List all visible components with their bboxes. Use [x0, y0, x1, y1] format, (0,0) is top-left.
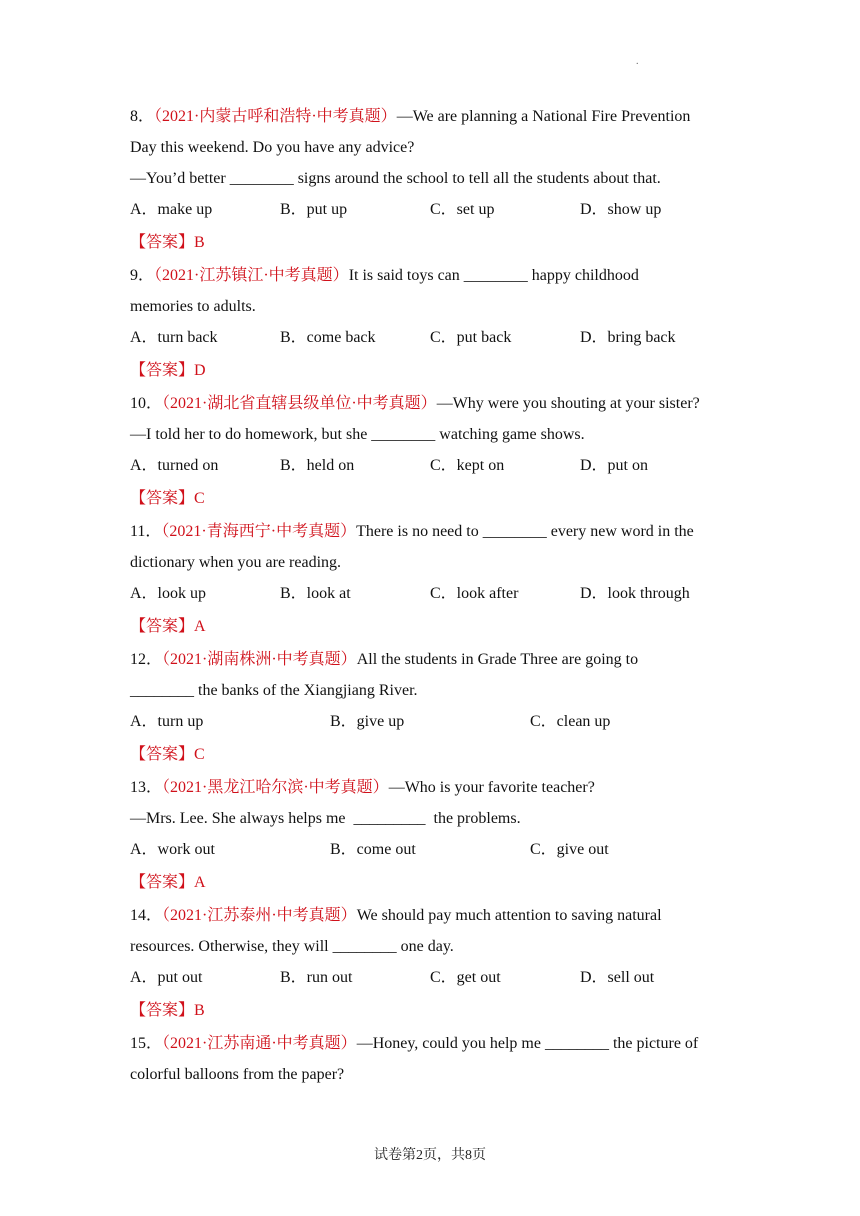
option-b: B．run out	[280, 969, 353, 986]
question-source: （2021·江苏泰州·中考真题）	[162, 907, 357, 924]
answer-key: 【答案】A	[130, 618, 206, 635]
question-stem-line	[130, 101, 734, 132]
option-d: D．bring back	[580, 329, 676, 346]
question-source: （2021·江苏镇江·中考真题）	[154, 267, 349, 284]
option-d: D．put on	[580, 457, 649, 474]
question-item	[130, 900, 734, 1026]
answer-key: 【答案】C	[130, 490, 205, 507]
question-item	[130, 772, 734, 898]
option-c: C．put back	[430, 329, 512, 346]
option-c: C．give out	[530, 841, 609, 858]
option-b: B．come back	[280, 329, 376, 346]
option-c: C．kept on	[430, 457, 505, 474]
question-number: 8．	[130, 108, 155, 125]
option-c: C．get out	[430, 969, 501, 986]
answer-options	[130, 578, 734, 609]
option-d: D．look through	[580, 585, 690, 602]
question-text-line: —You’d better ________ signs around the school to tell all the students about that.	[130, 170, 661, 187]
answer-options	[130, 834, 734, 865]
question-text-line: —Mrs. Lee. She always helps me _________ the problems.	[130, 810, 521, 827]
question-source: （2021·湖北省直辖县级单位·中考真题）	[162, 395, 437, 412]
question-stem-line	[130, 388, 734, 419]
question-text: All the students in Grade Three are going to	[356, 651, 639, 668]
option-a: A．make up	[130, 201, 213, 218]
answer-key: 【答案】A	[130, 874, 206, 891]
option-c: C．look after	[430, 585, 519, 602]
option-a: A．work out	[130, 841, 215, 858]
question-source: （2021·黑龙江哈尔滨·中考真题）	[162, 779, 389, 796]
question-number: 12．	[130, 651, 163, 668]
question-text-line: colorful balloons from the paper?	[130, 1066, 345, 1083]
question-list	[130, 101, 734, 1092]
answer-key: 【答案】B	[130, 234, 205, 251]
question-text-line: ________ the banks of the Xiangjiang River.	[130, 682, 418, 699]
question-text-line: dictionary when you are reading.	[130, 554, 342, 571]
answer-key: 【答案】C	[130, 746, 205, 763]
question-text-line: memories to adults.	[130, 298, 256, 315]
question-text: —We are planning a National Fire Prevention	[396, 108, 691, 125]
option-a: A．turn up	[130, 713, 204, 730]
question-number: 10．	[130, 395, 163, 412]
question-text-line: Day this weekend. Do you have any advice?	[130, 139, 415, 156]
question-text: It is said toys can ________ happy childhood	[348, 267, 639, 284]
question-item	[130, 388, 734, 514]
question-text-line: —I told her to do homework, but she ________ watching game shows.	[130, 426, 585, 443]
question-number: 13．	[130, 779, 163, 796]
option-a: A．look up	[130, 585, 207, 602]
option-a: A．put out	[130, 969, 203, 986]
question-number: 14．	[130, 907, 163, 924]
page-footer: 试卷第2页，共8页	[374, 1148, 486, 1163]
question-text: —Who is your favorite teacher?	[388, 779, 595, 796]
option-b: B．put up	[280, 201, 348, 218]
question-item	[130, 260, 734, 386]
option-d: D．sell out	[580, 969, 655, 986]
option-c: C．set up	[430, 201, 495, 218]
question-item	[130, 101, 734, 258]
question-item	[130, 516, 734, 642]
option-a: A．turn back	[130, 329, 218, 346]
question-source: （2021·内蒙古呼和浩特·中考真题）	[154, 108, 397, 125]
question-item	[130, 1028, 734, 1090]
question-number: 15．	[130, 1035, 163, 1052]
question-number: 9．	[130, 267, 155, 284]
question-stem-line	[130, 900, 734, 931]
question-text: —Honey, could you help me ________ the picture of	[356, 1035, 699, 1052]
answer-options	[130, 962, 734, 993]
option-b: B．look at	[280, 585, 351, 602]
answer-options	[130, 706, 734, 737]
question-stem-line	[130, 644, 734, 675]
answer-options	[130, 322, 734, 353]
option-c: C．clean up	[530, 713, 611, 730]
question-text-line: resources. Otherwise, they will ________ one day.	[130, 938, 454, 955]
option-b: B．held on	[280, 457, 355, 474]
question-stem-line	[130, 772, 734, 803]
answer-options	[130, 450, 734, 481]
option-b: B．give up	[330, 713, 405, 730]
question-stem-line	[130, 516, 734, 547]
answer-key: 【答案】D	[130, 362, 206, 379]
question-stem-line	[130, 260, 734, 291]
question-item	[130, 644, 734, 770]
question-text: There is no need to ________ every new word in the	[356, 523, 694, 540]
question-source: （2021·青海西宁·中考真题）	[161, 523, 357, 540]
question-number: 11．	[130, 523, 162, 540]
question-stem-line	[130, 1028, 734, 1059]
decorative-dot: .	[636, 56, 639, 67]
question-source: （2021·江苏南通·中考真题）	[162, 1035, 357, 1052]
answer-key: 【答案】B	[130, 1002, 205, 1019]
option-d: D．show up	[580, 201, 662, 218]
option-b: B．come out	[330, 841, 416, 858]
answer-options	[130, 194, 734, 225]
question-source: （2021·湖南株洲·中考真题）	[162, 651, 357, 668]
question-text: —Why were you shouting at your sister?	[436, 395, 700, 412]
option-a: A．turned on	[130, 457, 219, 474]
question-text: We should pay much attention to saving natural	[356, 907, 662, 924]
